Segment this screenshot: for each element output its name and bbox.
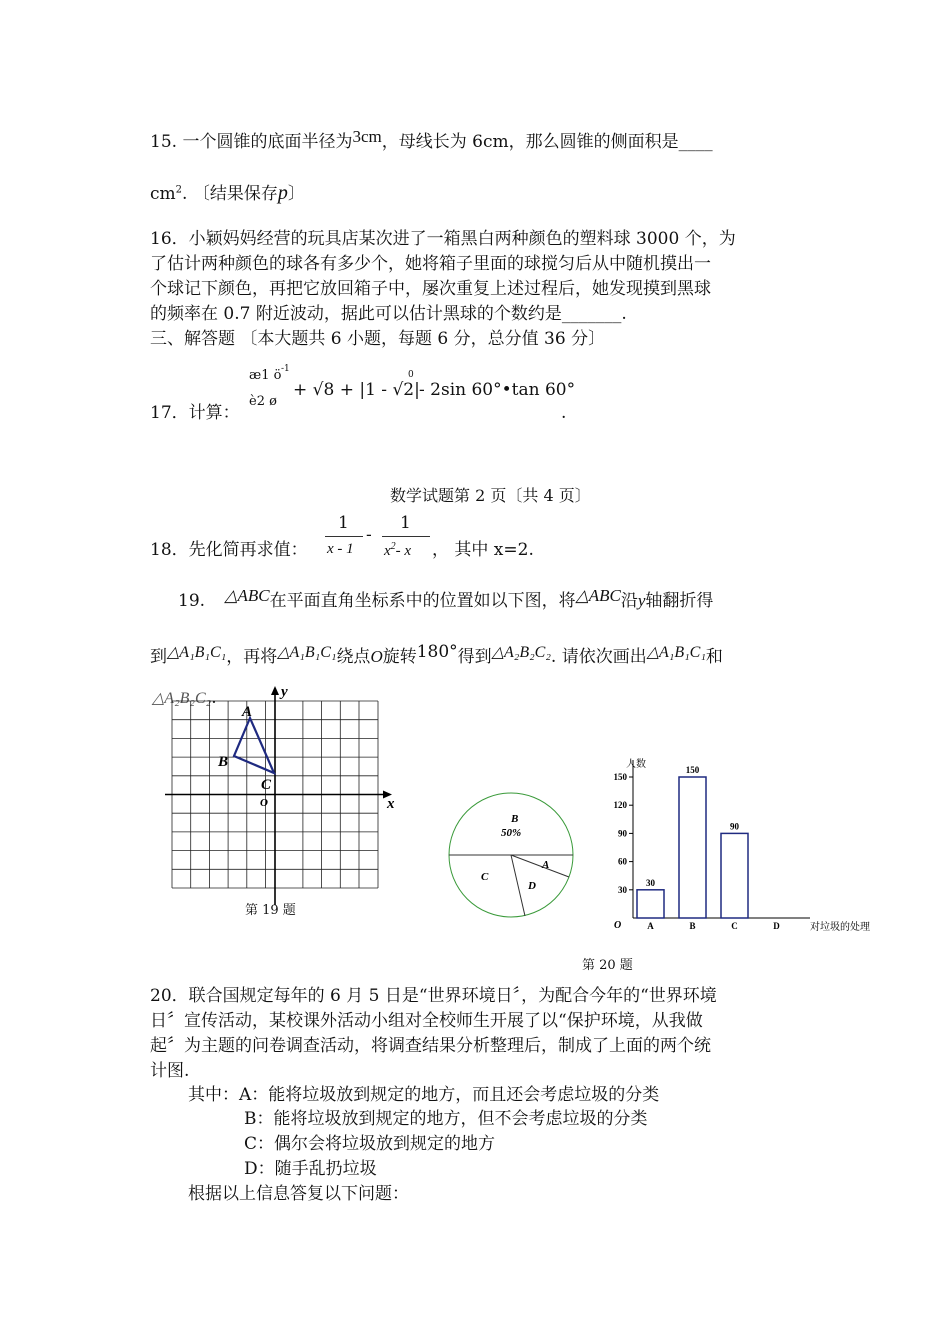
q17-expr: + √8 + |1 - √2| — [293, 380, 420, 400]
vertex-label-a: A — [242, 704, 253, 720]
q17-end: . — [561, 403, 567, 423]
q17-label: 17．计算： — [150, 403, 240, 423]
q17-exp-neg: -1 — [281, 364, 290, 374]
q18-num2: 1 — [400, 513, 411, 533]
q18-den2-sup: 2 — [390, 541, 396, 552]
y-axis-arrow — [271, 686, 279, 695]
q18-den2 — [384, 542, 411, 559]
pie-label-b: B — [511, 813, 519, 825]
q20-option: C：偶尔会将垃圾放到规定的地方 — [244, 1134, 496, 1154]
bar-data-label: 150 — [685, 765, 700, 775]
q20-pie-chart — [440, 785, 585, 930]
q19-line2 — [150, 642, 723, 667]
q18-fraction-bar-1 — [325, 536, 363, 537]
bar-c — [721, 833, 748, 918]
q18-fraction-bar-2 — [382, 536, 430, 537]
bar-category-label: B — [689, 921, 696, 931]
bar-y-tick-label: 120 — [613, 800, 627, 811]
q18-label: 18．先化简再求值： — [150, 540, 308, 560]
q19-point-o: O — [370, 647, 383, 666]
q18-fraction-1 — [323, 512, 365, 562]
bar-y-tick-label: 150 — [613, 772, 627, 782]
q18-fraction-2 — [380, 512, 432, 562]
q20-line: 计图. — [150, 1061, 190, 1081]
q19-l2g: 和 — [705, 647, 723, 667]
q20-option: 其中：A：能将垃圾放到规定的地方，而且还会考虑垃圾的分类 — [188, 1085, 660, 1105]
q19-text3: 轴翻折得 — [645, 591, 714, 611]
q20-line: 起〞为主题的问卷调查活动，将调查结果分析整理后，制成了上面的两个统 — [150, 1036, 711, 1056]
q19-tri-a1b1c1-3: △A₁B₁C₁ — [646, 644, 706, 661]
q19-l2b: ，再将 — [226, 647, 278, 667]
bar-category-label: D — [773, 921, 780, 931]
axes — [165, 688, 390, 905]
q19-tri-a2b2c2-2: △A₂B₂C₂ — [152, 690, 212, 707]
bar-category-label: C — [731, 921, 738, 931]
q15-text-a: 15. 一个圆锥的底面半径为 — [150, 132, 353, 152]
q17-paren-top: æ1 ö — [249, 368, 282, 383]
q16-line: 了估计两种颜色的球各有多少个，她将箱子里面的球搅匀后从中随机摸出一 — [150, 254, 711, 274]
q20-line: 20．联合国规定每年的 6 月 5 日是“世界环境日〞，为配合今年的“世界环境 — [150, 986, 717, 1006]
bar-a — [637, 890, 664, 918]
q15-line2 — [150, 183, 305, 203]
q19-l2d: 旋转 — [382, 647, 417, 667]
pie-label-d: D — [528, 880, 536, 892]
q17-expr-tail: - 2sin 60°•tan 60° — [419, 380, 576, 400]
q18-num1: 1 — [338, 513, 349, 533]
q17-paren-bottom: è2 ø — [249, 394, 277, 409]
bar-category-label: A — [647, 921, 654, 931]
q17-exp-zero: 0 — [408, 370, 414, 380]
bar-b — [679, 777, 706, 918]
q20-line: 日〞宣传活动，某校课外活动小组对全校师生开展了以“保护环境，从我做 — [150, 1011, 703, 1031]
q20-caption: 第 20 题 — [582, 958, 633, 973]
q16-line: 16．小颖妈妈经营的玩具店某次进了一箱黑白两种颜色的塑料球 3000 个，为 — [150, 229, 736, 249]
q18-den1: x - 1 — [327, 541, 354, 557]
pie-label-c: C — [481, 871, 489, 883]
q19-l2f: . 请依次画出 — [550, 647, 647, 667]
bar-x-label-text: 对垃圾的处理 — [810, 922, 870, 933]
q19-tri-a2b2c2: △A₂B₂C₂ — [491, 644, 551, 661]
q15-line1 — [150, 127, 713, 152]
bar-y-tick-label: 30 — [618, 884, 627, 895]
q19-l2c: 绕点 — [336, 647, 371, 667]
bar-x-label — [810, 920, 870, 933]
q15-unit: cm — [150, 184, 176, 204]
q20-option: B：能将垃圾放到规定的地方，但不会考虑垃圾的分类 — [244, 1109, 648, 1129]
q17-expression — [243, 364, 576, 415]
q15-unit-sup: 2 — [175, 184, 183, 196]
bar-data-label: 90 — [730, 821, 739, 832]
axis-label-y: y — [281, 684, 288, 700]
q19-angle: 180° — [416, 642, 458, 662]
q18-minus: - — [366, 525, 372, 545]
origin-label: O — [260, 797, 268, 809]
pie-divider-a — [511, 855, 569, 877]
q19-num: 19. — [178, 591, 206, 611]
q15-text-c: . 〔结果保存 — [182, 184, 278, 204]
q15-text-b: ，母线长为 6cm，那么圆锥的侧面积是____ — [381, 132, 713, 152]
axis-label-x: x — [387, 796, 395, 812]
q16-line: 的频率在 0.7 附近波动，据此可以估计黑球的个数约是_______. — [150, 304, 627, 324]
pie-divider-d — [511, 855, 525, 916]
bar-y-label: 人数 — [626, 759, 646, 770]
page-footer: 数学试题第 2 页〔共 4 页〕 — [390, 486, 591, 505]
q16-line: 个球记下颜色，再把它放回箱子中，屡次重复上述过程后，她发现摸到黑球 — [150, 279, 711, 299]
q19-l2a: 到 — [150, 647, 167, 667]
q19-l3-end: . — [211, 688, 217, 708]
q18-den2-rest: - x — [395, 543, 412, 559]
bar-y-tick-label: 90 — [618, 828, 627, 839]
q19-l2e: 得到 — [457, 647, 492, 667]
q20-option: D：随手乱扔垃圾 — [244, 1159, 377, 1179]
q18-tail: ， 其中 x=2. — [432, 540, 534, 560]
bar-origin-label: O — [614, 920, 622, 931]
pie-label-a: A — [542, 859, 550, 871]
bar-data-label: 30 — [646, 877, 655, 888]
q15-text-d: 〕 — [287, 184, 305, 204]
q19-triangle-abc: △ABC — [224, 586, 270, 605]
q15-radius: 3cm — [352, 127, 382, 146]
triangle-abc — [234, 718, 274, 773]
q20-bar-chart — [590, 750, 870, 950]
q19-text1: 在平面直角坐标系中的位置如以下图，将 — [269, 591, 576, 611]
q19-coordinate-grid — [160, 680, 410, 930]
vertex-label-c: C — [261, 777, 272, 793]
bar-y-tick-label: 60 — [618, 856, 627, 867]
q19-axis-y: y — [637, 591, 646, 610]
q19-text2: 沿 — [620, 591, 638, 611]
vertex-label-b: B — [218, 754, 229, 770]
bar-layer — [614, 765, 781, 931]
q19-caption: 第 19 题 — [245, 903, 296, 918]
q19-line1 — [178, 586, 714, 611]
section-heading: 三、解答题 〔本大题共 6 小题，每题 6 分，总分值 36 分〕 — [150, 329, 606, 349]
pie-pct-b: 50% — [501, 827, 522, 839]
q19-tri-a1b1c1: △A₁B₁C₁ — [167, 644, 227, 661]
q15-pi-symbol: p — [277, 182, 288, 204]
q18-den2-x: x — [384, 543, 391, 559]
q20-last-line: 根据以上信息答复以下问题： — [188, 1184, 409, 1204]
q19-triangle-abc-2: △ABC — [575, 586, 621, 605]
q19-tri-a1b1c1-2: △A₁B₁C₁ — [277, 644, 337, 661]
